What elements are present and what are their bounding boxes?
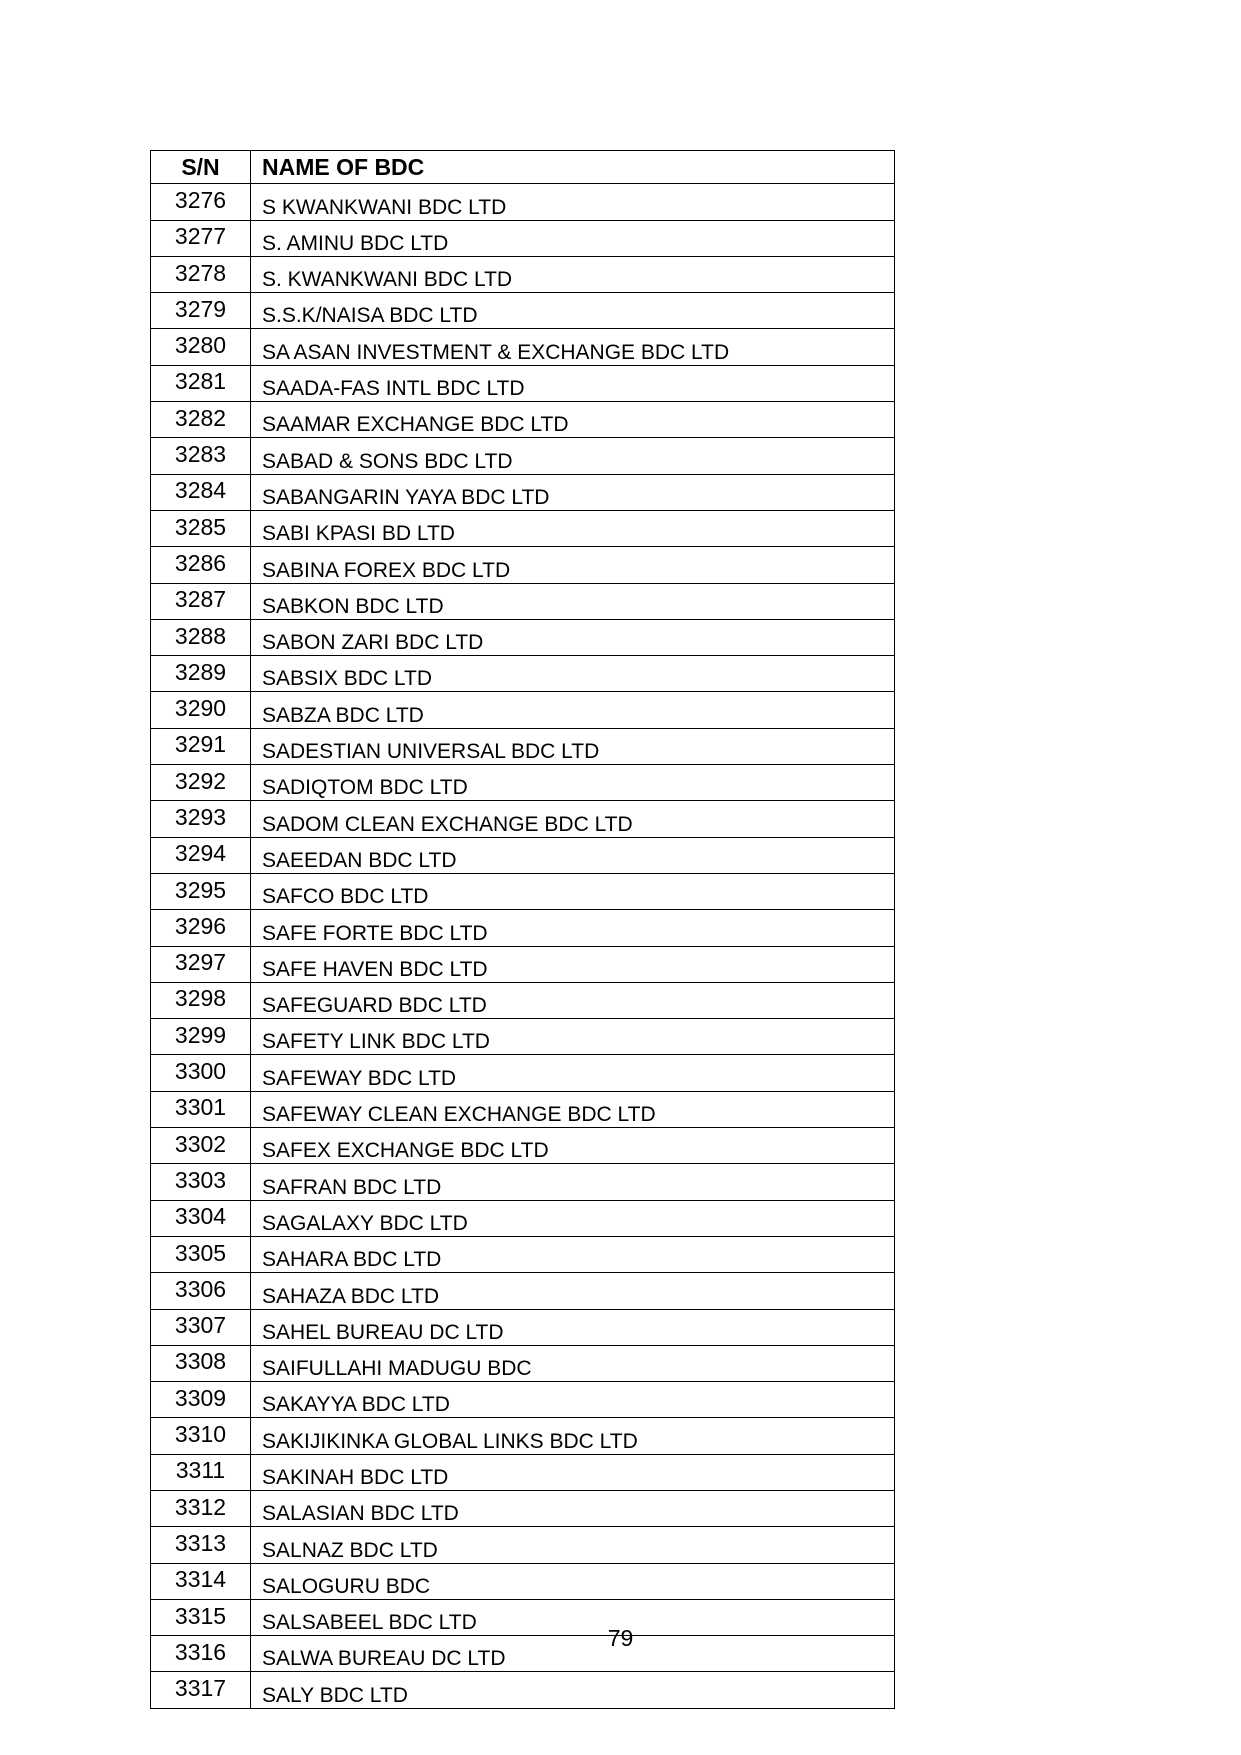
table-row xyxy=(151,1091,895,1127)
bdc-name-cell: SAFE HAVEN BDC LTD xyxy=(251,946,895,982)
table-row xyxy=(151,293,895,329)
table-row xyxy=(151,946,895,982)
table-row xyxy=(151,656,895,692)
sn-cell: 3276 xyxy=(151,184,251,220)
bdc-name-cell: SAKINAH BDC LTD xyxy=(251,1454,895,1490)
sn-cell: 3316 xyxy=(151,1636,251,1672)
sn-cell: 3306 xyxy=(151,1273,251,1309)
table-row xyxy=(151,184,895,220)
table-row xyxy=(151,1345,895,1381)
sn-cell: 3287 xyxy=(151,583,251,619)
bdc-name-cell: S. KWANKWANI BDC LTD xyxy=(251,256,895,292)
bdc-name-cell: SA ASAN INVESTMENT & EXCHANGE BDC LTD xyxy=(251,329,895,365)
bdc-name-cell: SALNAZ BDC LTD xyxy=(251,1527,895,1563)
sn-cell: 3317 xyxy=(151,1672,251,1708)
sn-cell: 3304 xyxy=(151,1200,251,1236)
sn-cell: 3310 xyxy=(151,1418,251,1454)
table-header xyxy=(151,151,895,184)
bdc-name-cell: SAHEL BUREAU DC LTD xyxy=(251,1309,895,1345)
table-row xyxy=(151,982,895,1018)
bdc-name-cell: SADESTIAN UNIVERSAL BDC LTD xyxy=(251,728,895,764)
table-row xyxy=(151,547,895,583)
table-row xyxy=(151,837,895,873)
bdc-name-cell: SABSIX BDC LTD xyxy=(251,656,895,692)
sn-cell: 3296 xyxy=(151,910,251,946)
sn-cell: 3299 xyxy=(151,1019,251,1055)
table-row xyxy=(151,474,895,510)
bdc-name-cell: SALOGURU BDC xyxy=(251,1563,895,1599)
bdc-name-cell: SAGALAXY BDC LTD xyxy=(251,1200,895,1236)
sn-cell: 3281 xyxy=(151,365,251,401)
table-row xyxy=(151,1672,895,1708)
bdc-name-cell: SAIFULLAHI MADUGU BDC xyxy=(251,1345,895,1381)
table-row xyxy=(151,1273,895,1309)
sn-cell: 3315 xyxy=(151,1599,251,1635)
bdc-name-cell: SABON ZARI BDC LTD xyxy=(251,619,895,655)
bdc-name-cell: SAFRAN BDC LTD xyxy=(251,1164,895,1200)
table-row xyxy=(151,1128,895,1164)
sn-cell: 3308 xyxy=(151,1345,251,1381)
table-row xyxy=(151,365,895,401)
bdc-name-cell: SABANGARIN YAYA BDC LTD xyxy=(251,474,895,510)
bdc-name-cell: SABZA BDC LTD xyxy=(251,692,895,728)
sn-cell: 3312 xyxy=(151,1490,251,1526)
table-row xyxy=(151,256,895,292)
table-row xyxy=(151,1454,895,1490)
bdc-name-cell: S. AMINU BDC LTD xyxy=(251,220,895,256)
table-row xyxy=(151,510,895,546)
sn-cell: 3302 xyxy=(151,1128,251,1164)
sn-cell: 3298 xyxy=(151,982,251,1018)
table-row xyxy=(151,1527,895,1563)
bdc-name-cell: SAHAZA BDC LTD xyxy=(251,1273,895,1309)
table-row xyxy=(151,801,895,837)
bdc-name-cell: SAFETY LINK BDC LTD xyxy=(251,1019,895,1055)
table-row xyxy=(151,583,895,619)
sn-cell: 3293 xyxy=(151,801,251,837)
table-row xyxy=(151,438,895,474)
table-row xyxy=(151,1019,895,1055)
sn-cell: 3277 xyxy=(151,220,251,256)
bdc-name-cell: SAKAYYA BDC LTD xyxy=(251,1382,895,1418)
sn-cell: 3311 xyxy=(151,1454,251,1490)
table-row xyxy=(151,1490,895,1526)
bdc-name-cell: SADOM CLEAN EXCHANGE BDC LTD xyxy=(251,801,895,837)
bdc-name-cell: SAFCO BDC LTD xyxy=(251,873,895,909)
bdc-name-cell: SABI KPASI BD LTD xyxy=(251,510,895,546)
sn-cell: 3313 xyxy=(151,1527,251,1563)
sn-column-header: S/N xyxy=(151,151,251,184)
sn-cell: 3282 xyxy=(151,402,251,438)
table-row xyxy=(151,728,895,764)
sn-cell: 3307 xyxy=(151,1309,251,1345)
bdc-name-cell: SAADA-FAS INTL BDC LTD xyxy=(251,365,895,401)
header-row xyxy=(151,151,895,184)
table-row xyxy=(151,873,895,909)
sn-cell: 3280 xyxy=(151,329,251,365)
bdc-name-cell: SAKIJIKINKA GLOBAL LINKS BDC LTD xyxy=(251,1418,895,1454)
table-row xyxy=(151,220,895,256)
table-row xyxy=(151,1200,895,1236)
bdc-table xyxy=(150,150,895,1709)
bdc-name-cell: SADIQTOM BDC LTD xyxy=(251,765,895,801)
bdc-name-cell: SAFEX EXCHANGE BDC LTD xyxy=(251,1128,895,1164)
bdc-name-cell: SAFEWAY CLEAN EXCHANGE BDC LTD xyxy=(251,1091,895,1127)
sn-cell: 3291 xyxy=(151,728,251,764)
sn-cell: 3279 xyxy=(151,293,251,329)
bdc-name-cell: S.S.K/NAISA BDC LTD xyxy=(251,293,895,329)
bdc-name-cell: SABAD & SONS BDC LTD xyxy=(251,438,895,474)
table-row xyxy=(151,910,895,946)
sn-cell: 3295 xyxy=(151,873,251,909)
table-row xyxy=(151,1164,895,1200)
bdc-name-cell: SALY BDC LTD xyxy=(251,1672,895,1708)
bdc-name-cell: SAAMAR EXCHANGE BDC LTD xyxy=(251,402,895,438)
table-row xyxy=(151,692,895,728)
bdc-name-cell: SABKON BDC LTD xyxy=(251,583,895,619)
sn-cell: 3303 xyxy=(151,1164,251,1200)
table-row xyxy=(151,329,895,365)
table-row xyxy=(151,619,895,655)
sn-cell: 3314 xyxy=(151,1563,251,1599)
table-row xyxy=(151,765,895,801)
sn-cell: 3285 xyxy=(151,510,251,546)
bdc-name-cell: SAFEWAY BDC LTD xyxy=(251,1055,895,1091)
bdc-name-cell: SALWA BUREAU DC LTD xyxy=(251,1636,895,1672)
bdc-name-cell: SABINA FOREX BDC LTD xyxy=(251,547,895,583)
sn-cell: 3290 xyxy=(151,692,251,728)
sn-cell: 3286 xyxy=(151,547,251,583)
bdc-name-cell: SAFE FORTE BDC LTD xyxy=(251,910,895,946)
table-row xyxy=(151,1055,895,1091)
page-number: 79 xyxy=(607,1625,634,1651)
table-row xyxy=(151,402,895,438)
table-row xyxy=(151,1382,895,1418)
sn-cell: 3294 xyxy=(151,837,251,873)
bdc-name-cell: SALSABEEL BDC LTD xyxy=(251,1599,895,1635)
bdc-name-cell: SALASIAN BDC LTD xyxy=(251,1490,895,1526)
sn-cell: 3292 xyxy=(151,765,251,801)
sn-cell: 3301 xyxy=(151,1091,251,1127)
sn-cell: 3278 xyxy=(151,256,251,292)
sn-cell: 3288 xyxy=(151,619,251,655)
table-row xyxy=(151,1418,895,1454)
sn-cell: 3284 xyxy=(151,474,251,510)
sn-cell: 3297 xyxy=(151,946,251,982)
bdc-name-cell: S KWANKWANI BDC LTD xyxy=(251,184,895,220)
bdc-name-cell: SAFEGUARD BDC LTD xyxy=(251,982,895,1018)
bdc-name-cell: SAHARA BDC LTD xyxy=(251,1236,895,1272)
table-row xyxy=(151,1309,895,1345)
sn-cell: 3283 xyxy=(151,438,251,474)
sn-cell: 3289 xyxy=(151,656,251,692)
table-row xyxy=(151,1236,895,1272)
name-column-header: NAME OF BDC xyxy=(251,151,895,184)
sn-cell: 3309 xyxy=(151,1382,251,1418)
sn-cell: 3305 xyxy=(151,1236,251,1272)
table-row xyxy=(151,1563,895,1599)
bdc-name-cell: SAEEDAN BDC LTD xyxy=(251,837,895,873)
sn-cell: 3300 xyxy=(151,1055,251,1091)
table-body xyxy=(151,184,895,1708)
